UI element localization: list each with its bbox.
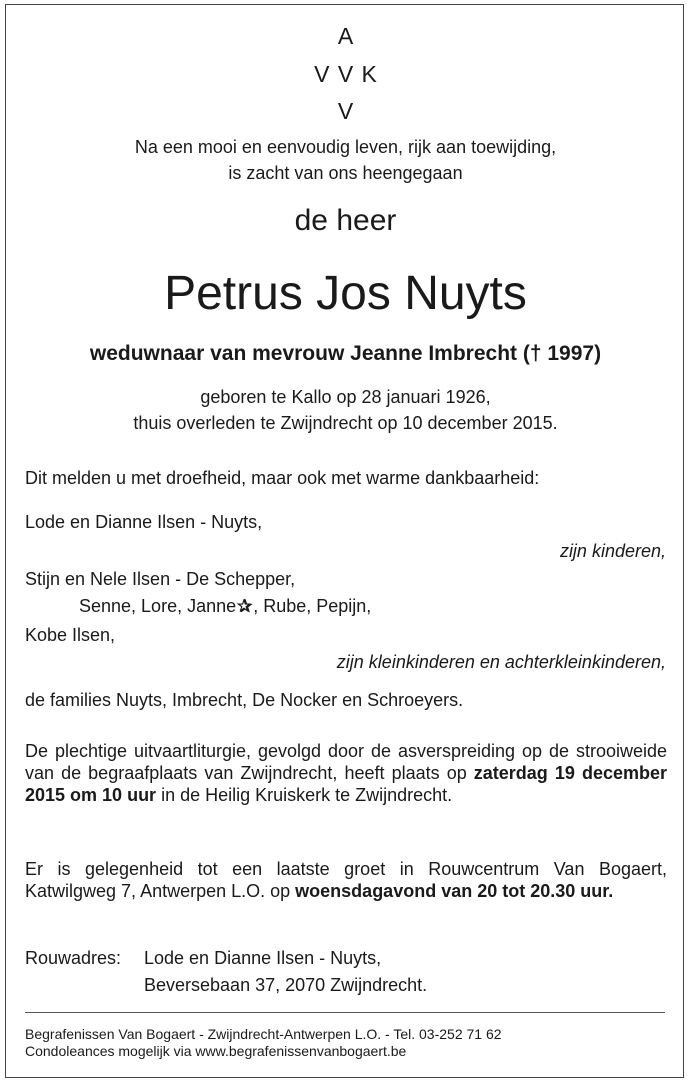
birth-line: geboren te Kallo op 28 januari 1926, bbox=[200, 387, 491, 407]
intro-line-2: is zacht van ons heengegaan bbox=[228, 163, 463, 183]
deceased-name: Petrus Jos Nuyts bbox=[164, 267, 527, 320]
death-line: thuis overleden te Zwijndrecht op 10 december 2015. bbox=[133, 413, 558, 433]
intro-line-1: Na een mooi en eenvoudig leven, rijk aan toewijding, bbox=[134, 137, 557, 157]
announcement: Dit melden u met droefheid, maar ook met warme dankbaarheid: bbox=[25, 468, 540, 488]
children-role: zijn kinderen, bbox=[559, 541, 666, 561]
funeral-paragraph bbox=[25, 740, 667, 806]
address-label: Rouwadres: bbox=[25, 948, 122, 968]
viewing-text: Er is gelegenheid tot een laatste groet in Rouwcentrum Van Bogaert, Katwilgweg 7, Antwerpen L.O. op bbox=[25, 859, 667, 901]
address-line-1: Lode en Dianne Ilsen - Nuyts, bbox=[144, 948, 382, 968]
widower-line: weduwnaar van mevrouw Jeanne Imbrecht († 1997) bbox=[89, 342, 602, 365]
footer-divider bbox=[25, 1012, 665, 1013]
deceased-star-icon: ✰ bbox=[237, 596, 253, 616]
cross-letter-bottom: V bbox=[337, 98, 354, 124]
viewing-time: woensdagavond van 20 tot 20.30 uur. bbox=[295, 881, 614, 901]
great-grandchildren-part-1: Senne, Lore, Janne bbox=[79, 596, 237, 616]
children-names: Lode en Dianne Ilsen - Nuyts, bbox=[25, 512, 263, 532]
condolences-line: Condoleances mogelijk via www.begrafenissenvanbogaert.be bbox=[25, 1043, 407, 1059]
grandchild-family-2: Kobe Ilsen, bbox=[25, 625, 116, 645]
cross-letter-top: A bbox=[337, 23, 354, 49]
funeral-text-1: De plechtige uitvaartliturgie, gevolgd door de asverspreiding op de strooiweide van de begraafplaats van Zwijndrecht, heeft plaats op bbox=[25, 741, 667, 783]
grandchild-family-1: Stijn en Nele Ilsen - De Schepper, bbox=[25, 569, 296, 589]
great-grandchildren-part-2: , Rube, Pepijn, bbox=[253, 596, 372, 616]
honorific: de heer bbox=[294, 204, 397, 237]
funeral-date: zaterdag 19 december 2015 om 10 uur bbox=[25, 763, 667, 805]
funeral-home-line: Begrafenissen Van Bogaert - Zwijndrecht-Antwerpen L.O. - Tel. 03-252 71 62 bbox=[25, 1026, 502, 1042]
obituary-card bbox=[5, 4, 684, 1078]
cross-letters-middle: V V K bbox=[314, 61, 377, 87]
great-grandchildren bbox=[79, 595, 371, 617]
families-line: de families Nuyts, Imbrecht, De Nocker en Schroeyers. bbox=[25, 690, 464, 710]
funeral-text-2: in de Heilig Kruiskerk te Zwijndrecht. bbox=[156, 785, 453, 805]
grandchildren-role: zijn kleinkinderen en achterkleinkinderen, bbox=[336, 652, 666, 672]
address-line-2: Beversebaan 37, 2070 Zwijndrecht. bbox=[144, 975, 428, 995]
viewing-paragraph bbox=[25, 858, 667, 902]
